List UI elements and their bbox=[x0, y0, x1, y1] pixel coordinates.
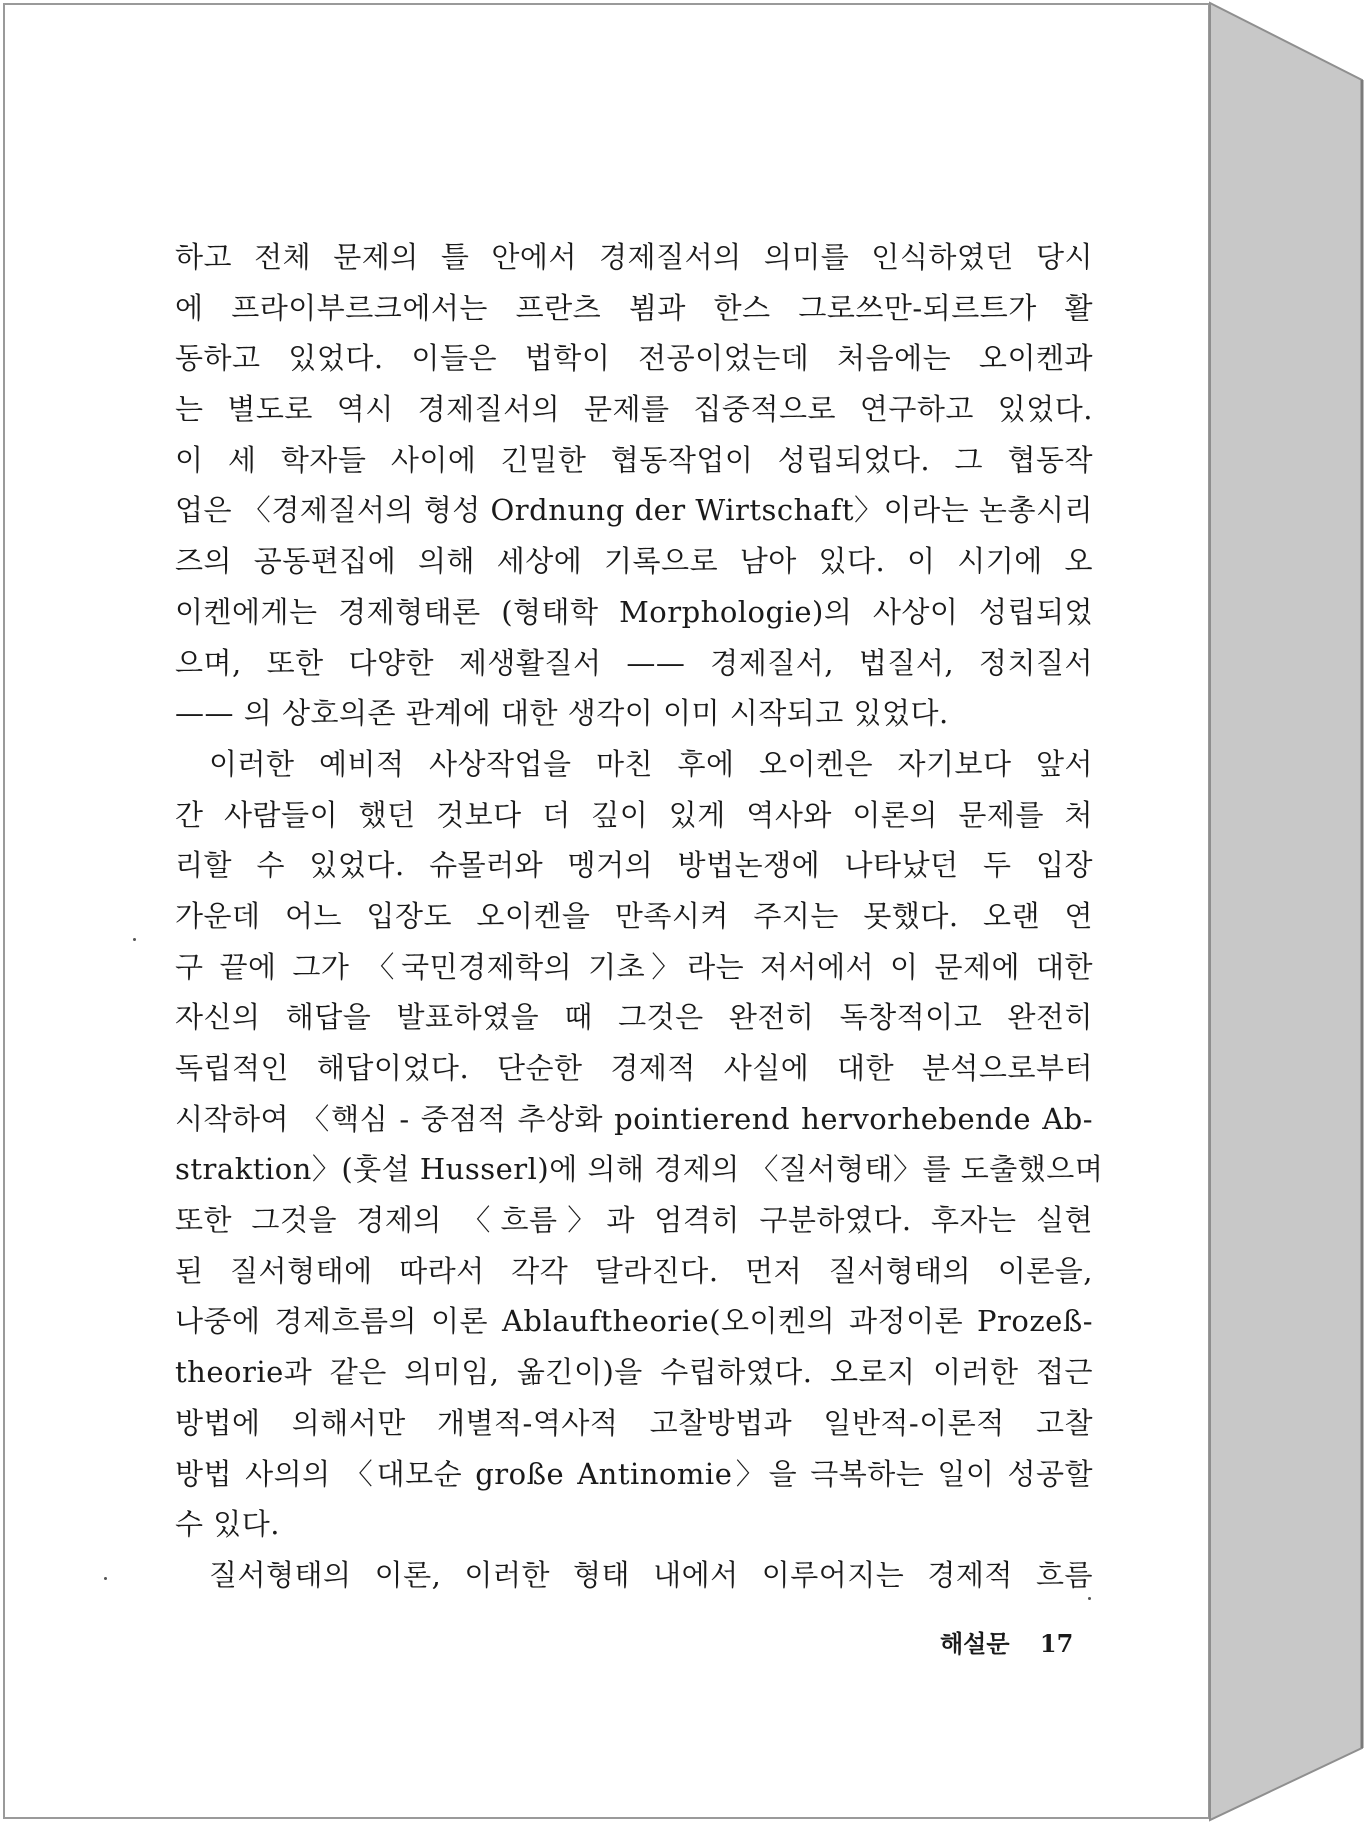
paragraph-2 bbox=[175, 739, 1104, 1550]
text-line: 이 세 학자들 사이에 긴밀한 협동작업이 성립되었다. 그 협동작 bbox=[175, 442, 1093, 477]
text-line: 하고 전체 문제의 틀 안에서 경제질서의 의미를 인식하였던 당시 bbox=[175, 240, 1093, 274]
text-line: 자신의 해답을 발표하였을 때 그것은 완전히 독창적이고 완전히 bbox=[175, 1000, 1093, 1035]
scan-speck bbox=[1088, 1597, 1091, 1600]
running-title: 해설문 bbox=[940, 1629, 1010, 1658]
text-line: 즈의 공동편집에 의해 세상에 기록으로 남아 있다. 이 시기에 오 bbox=[175, 544, 1093, 579]
text-line: 독립적인 해답이었다. 단순한 경제적 사실에 대한 분석으로부터 bbox=[175, 1051, 1093, 1085]
text-line: 방법에 의해서만 개별적-역사적 고찰방법과 일반적-이론적 고찰 bbox=[175, 1405, 1093, 1440]
text-line: 나중에 경제흐름의 이론 Ablauftheorie(오이켄의 과정이론 Prozeß- bbox=[175, 1304, 1093, 1339]
text-line: 에 프라이부르크에서는 프란츠 뵘과 한스 그로쓰만-되르트가 활 bbox=[175, 290, 1093, 325]
page-footer bbox=[940, 1624, 1073, 1659]
paragraph-3 bbox=[175, 1550, 1093, 1601]
text-line: 질서형태의 이론, 이러한 형태 내에서 이루어지는 경제적 흐름 bbox=[209, 1557, 1093, 1592]
text-line: 으며, 또한 다양한 제생활질서 —— 경제질서, 법질서, 정치질서 bbox=[175, 645, 1093, 680]
body-text bbox=[175, 232, 1104, 1601]
text-line: 리할 수 있었다. 슈몰러와 멩거의 방법논쟁에 나타났던 두 입장 bbox=[175, 848, 1093, 883]
scan-speck bbox=[104, 1577, 107, 1580]
text-line: 구 끝에 그가 〈국민경제학의 기초〉라는 저서에서 이 문제에 대한 bbox=[175, 949, 1093, 984]
text-line: 이러한 예비적 사상작업을 마친 후에 오이켄은 자기보다 앞서 bbox=[209, 746, 1093, 781]
scan-speck bbox=[133, 938, 136, 941]
text-line: 방법 사의의 〈대모순 große Antinomie〉을 극복하는 일이 성공할 bbox=[175, 1456, 1093, 1491]
text-line: 는 별도로 역시 경제질서의 문제를 집중적으로 연구하고 있었다. bbox=[175, 392, 1093, 427]
text-line: 업은 〈경제질서의 형성 Ordnung der Wirtschaft〉이라는 논총시리 bbox=[175, 493, 1093, 528]
text-line: 시작하여 〈핵심 - 중점적 추상화 pointierend hervorhebende Ab- bbox=[175, 1101, 1093, 1136]
text-line: 이켄에게는 경제형태론 (형태학 Morphologie)의 사상이 성립되었 bbox=[175, 594, 1093, 629]
text-line: theorie과 같은 의미임, 옮긴이)을 수립하였다. 오로지 이러한 접근 bbox=[175, 1355, 1093, 1390]
text-line: 동하고 있었다. 이들은 법학이 전공이었는데 처음에는 오이켄과 bbox=[175, 341, 1093, 376]
page-number: 17 bbox=[1039, 1629, 1074, 1658]
paragraph-1 bbox=[175, 232, 1093, 739]
text-line: 간 사람들이 했던 것보다 더 깊이 있게 역사와 이론의 문제를 처 bbox=[175, 797, 1093, 832]
text-line: straktion〉(훗설 Husserl)에 의해 경제의 〈질서형태〉를 도출했으며 bbox=[175, 1152, 1104, 1187]
text-line: 또한 그것을 경제의 〈흐름〉과 엄격히 구분하였다. 후자는 실현 bbox=[175, 1203, 1093, 1238]
text-line: 된 질서형태에 따라서 각각 달라진다. 먼저 질서형태의 이론을, bbox=[175, 1253, 1093, 1288]
text-line: 가운데 어느 입장도 오이켄을 만족시켜 주지는 못했다. 오랜 연 bbox=[175, 898, 1093, 933]
text-line: 수 있다. bbox=[175, 1507, 280, 1542]
text-line: —— 의 상호의존 관계에 대한 생각이 이미 시작되고 있었다. bbox=[175, 696, 949, 731]
